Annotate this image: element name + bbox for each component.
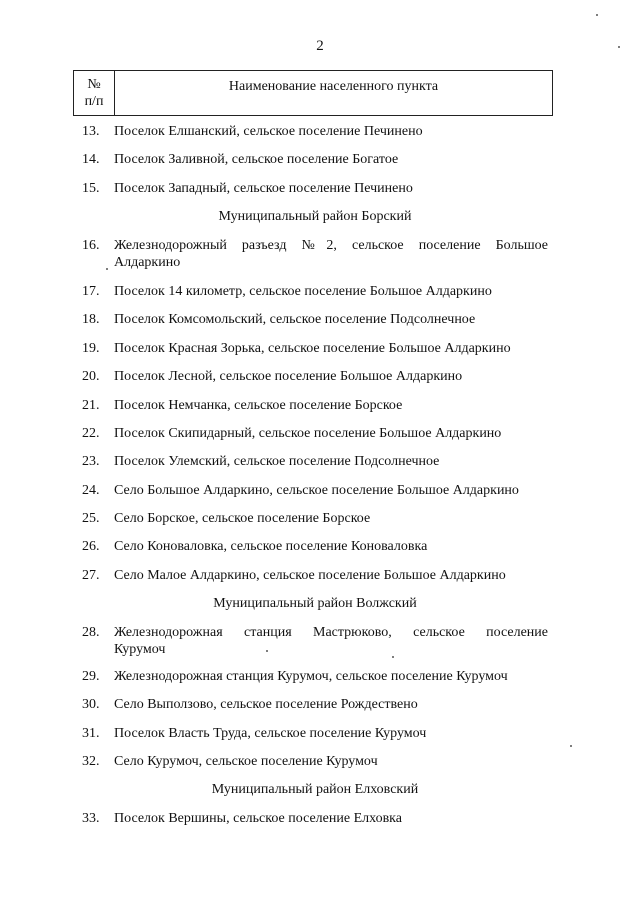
item-number: 17.: [82, 284, 100, 299]
item-number: 13.: [82, 124, 100, 139]
header-number-symbol: №: [87, 77, 101, 92]
item-text: Село Коноваловка, сельское поселение Коноваловка: [114, 539, 428, 554]
scan-speck: [596, 14, 598, 16]
item-number: 25.: [82, 511, 100, 526]
item-number: 20.: [82, 369, 100, 384]
item-text: Железнодорожный разъезд №2, сельское поселение Большое: [114, 238, 548, 253]
item-number: 23.: [82, 454, 100, 469]
list-item: [82, 753, 548, 770]
item-text: Поселок Красная Зорька, сельское поселение Большое Алдаркино: [114, 341, 511, 356]
item-text: Поселок Заливной, сельское поселение Богатое: [114, 152, 399, 167]
list-item: [82, 810, 548, 827]
list-item: [82, 453, 548, 470]
scan-speck: [266, 650, 268, 652]
header-number-abbr: п/п: [84, 94, 104, 109]
list-item: [82, 567, 548, 584]
list-item: [82, 237, 548, 271]
item-number: 32.: [82, 754, 100, 769]
list-item: [82, 510, 548, 527]
table-header: [73, 70, 553, 116]
list-item: [82, 340, 548, 357]
item-text: Поселок Западный, сельское поселение Печинено: [114, 181, 413, 196]
list-item: [82, 624, 548, 658]
item-text: Поселок 14 километр, сельское поселение Большое Алдаркино: [114, 284, 492, 299]
item-text: Село Курумоч, сельское поселение Курумоч: [114, 754, 378, 769]
item-text: Поселок Вершины, сельское поселение Елховка: [114, 811, 402, 826]
item-number: 26.: [82, 539, 100, 554]
list-item: [82, 180, 548, 197]
item-text: Поселок Комсомольский, сельское поселение Подсолнечное: [114, 312, 476, 327]
item-number: 18.: [82, 312, 100, 327]
scan-speck: [392, 656, 394, 658]
item-text: Поселок Немчанка, сельское поселение Борское: [114, 398, 403, 413]
list-item: [82, 368, 548, 385]
list-item: [82, 151, 548, 168]
list-item: [82, 696, 548, 713]
list-item: [82, 482, 548, 499]
item-number: 29.: [82, 669, 100, 684]
scan-speck: [106, 268, 108, 270]
page-number: 2: [316, 38, 324, 54]
item-text-continued: Алдаркино: [114, 255, 181, 270]
list-item: [82, 397, 548, 414]
item-number: 16.: [82, 238, 100, 253]
list-item: [82, 538, 548, 555]
item-number: 30.: [82, 697, 100, 712]
item-number: 22.: [82, 426, 100, 441]
item-text: Село Малое Алдаркино, сельское поселение Большое Алдаркино: [114, 568, 506, 583]
item-text: Железнодорожная станция Мастрюково, сельское поселение: [114, 625, 548, 640]
item-number: 27.: [82, 568, 100, 583]
list-item: [82, 425, 548, 442]
item-number: 33.: [82, 811, 100, 826]
item-number: 15.: [82, 181, 100, 196]
list-item: [82, 668, 548, 685]
section-heading: Муниципальный район Борский: [218, 209, 412, 224]
item-text-continued: Курумоч: [114, 642, 166, 657]
item-text: Село Выползово, сельское поселение Рождествено: [114, 697, 418, 712]
item-number: 24.: [82, 483, 100, 498]
item-text: Поселок Елшанский, сельское поселение Печинено: [114, 124, 423, 139]
item-text: Поселок Улемский, сельское поселение Подсолнечное: [114, 454, 440, 469]
scan-speck: [618, 46, 620, 48]
item-text: Село Борское, сельское поселение Борское: [114, 511, 371, 526]
section-heading: Муниципальный район Волжский: [213, 596, 417, 611]
list-item: [82, 283, 548, 300]
header-number-cell: [74, 71, 115, 115]
header-name-cell: Наименование населенного пункта: [228, 79, 439, 94]
item-number: 14.: [82, 152, 100, 167]
scan-speck: [570, 745, 572, 747]
item-number: 31.: [82, 726, 100, 741]
list-item: [82, 123, 548, 140]
item-text: Поселок Скипидарный, сельское поселение Большое Алдаркино: [114, 426, 502, 441]
item-text: Железнодорожная станция Курумоч, сельское поселение Курумоч: [114, 669, 508, 684]
list-item: [82, 311, 548, 328]
list-item: [82, 725, 548, 742]
section-heading: Муниципальный район Елховский: [211, 782, 419, 797]
item-number: 28.: [82, 625, 100, 640]
item-text: Поселок Лесной, сельское поселение Большое Алдаркино: [114, 369, 463, 384]
item-text: Поселок Власть Труда, сельское поселение Курумоч: [114, 726, 427, 741]
item-number: 21.: [82, 398, 100, 413]
item-text: Село Большое Алдаркино, сельское поселение Большое Алдаркино: [114, 483, 519, 498]
item-number: 19.: [82, 341, 100, 356]
